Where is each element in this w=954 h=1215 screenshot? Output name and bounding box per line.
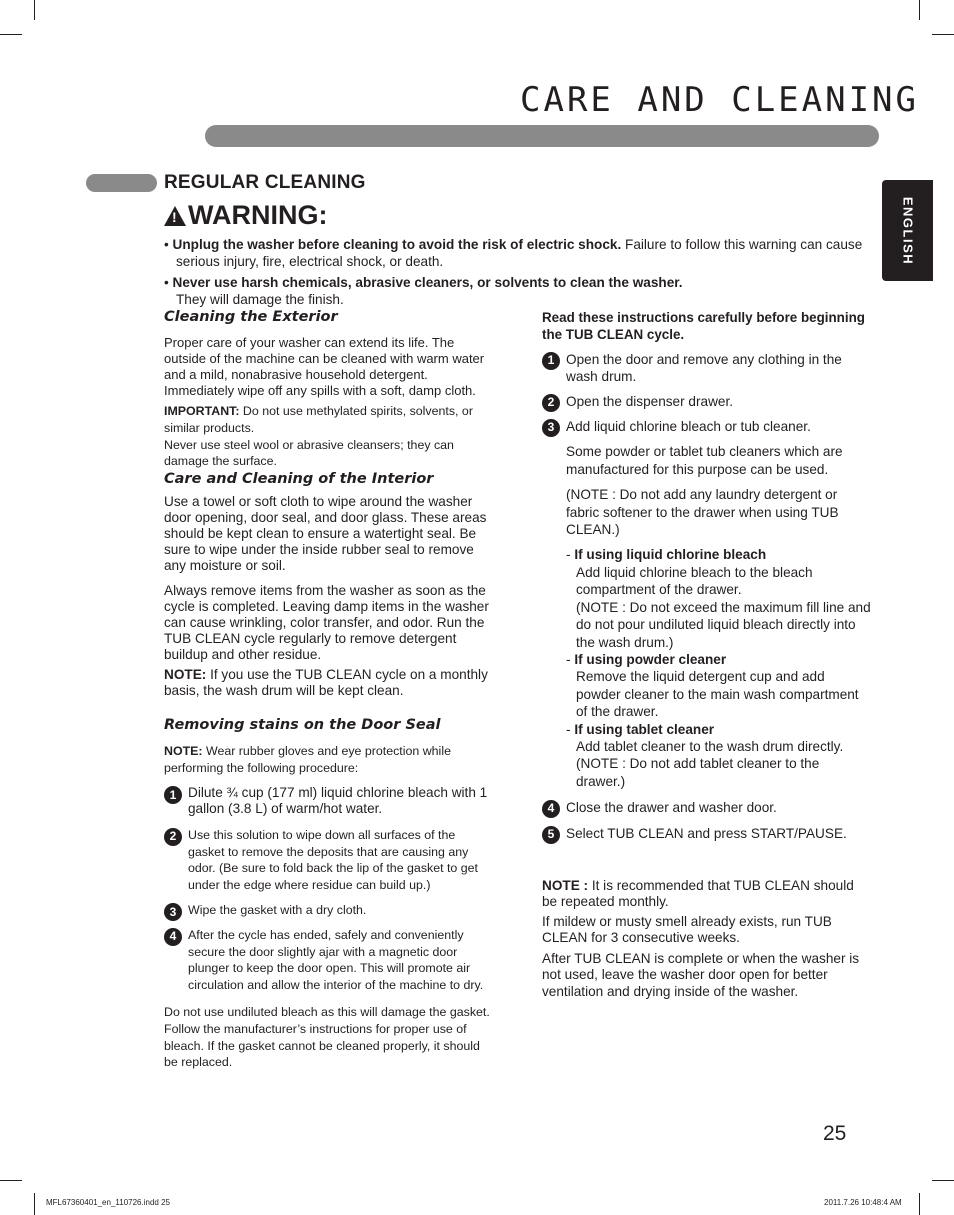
option-title: - If using liquid chlorine bleach <box>566 547 767 563</box>
interior-paragraph-1: Use a towel or soft cloth to wipe around the washer door opening, door seal, and door glass. These areas should be kept clean to ensure a watertight seal. Be sure to wipe under the inside rubber seal to remove any moisture or soil. <box>164 494 487 574</box>
option-body: Add liquid chlorine bleach to the bleach compartment of the drawer. <box>576 564 813 598</box>
crop-mark <box>919 0 920 20</box>
step-number-badge: 4 <box>164 928 182 946</box>
stain-step: 4 After the cycle has ended, safely and conveniently secure the door slightly ajar with a magnetic door plunger to keep the door open. This will promote air circulation and allow the interior of the machine to dry. <box>164 927 494 994</box>
option-body: Add tablet cleaner to the wash drum directly. <box>576 738 844 754</box>
left-column <box>164 307 494 1071</box>
stains-note: NOTE: Wear rubber gloves and eye protection while performing the following procedure: <box>164 744 451 775</box>
step-number-badge: 2 <box>164 828 182 846</box>
language-tab <box>882 180 933 281</box>
right-column <box>542 309 872 1000</box>
warning-item: • Never use harsh chemicals, abrasive cleaners, or solvents to clean the washer. They will damage the finish. <box>164 275 683 307</box>
crop-mark <box>919 1193 920 1215</box>
step-number-badge: 3 <box>542 419 560 437</box>
option-body: Remove the liquid detergent cup and add powder cleaner to the main wash compartment of the drawer. <box>576 669 859 720</box>
warning-heading <box>164 200 327 231</box>
exterior-heading: Cleaning the Exterior <box>164 309 338 325</box>
footer-timestamp: 2011.7.26 10:48:4 AM <box>824 1198 902 1207</box>
title-bar <box>205 125 879 147</box>
exterior-paragraph: Proper care of your washer can extend its life. The outside of the machine can be cleaned with warm water and a mild, nonabrasive household detergent. Immediately wipe off any spills with a soft, damp cloth. <box>164 335 485 398</box>
stain-step: 3 Wipe the gasket with a dry cloth. <box>164 902 494 919</box>
stain-step: 1 Dilute ¾ cup (177 ml) liquid chlorine bleach with 1 gallon (3.8 L) of warm/hot water. <box>164 785 494 817</box>
stain-step: 2 Use this solution to wipe down all surfaces of the gasket to remove the deposits that are causing any odor. (Be sure to fold back the lip of the gasket to get under the edge where residue can build up.) <box>164 827 494 894</box>
step-number-badge: 1 <box>164 786 182 804</box>
crop-mark <box>0 1180 22 1181</box>
tub-clean-step: 5 Select TUB CLEAN and press START/PAUSE. <box>542 825 872 842</box>
language-tab-label: ENGLISH <box>900 196 915 265</box>
crop-mark <box>932 1180 954 1181</box>
option-title: - If using powder cleaner <box>566 651 727 667</box>
section-pill <box>86 174 157 192</box>
section-title: REGULAR CLEANING <box>164 172 366 193</box>
important-note-2: Never use steel wool or abrasive cleansers; they can damage the surface. <box>164 437 454 469</box>
step-number-badge: 5 <box>542 826 560 844</box>
mildew-paragraph: If mildew or musty smell already exists, run TUB CLEAN for 3 consecutive weeks. <box>542 913 832 946</box>
tub-clean-step: 3 Add liquid chlorine bleach or tub cleaner. <box>542 418 872 435</box>
warning-item: • Unplug the washer before cleaning to avoid the risk of electric shock. Failure to follow this warning can cause serious injury, fire, electrical shock, or death. <box>164 237 863 269</box>
after-paragraph: After TUB CLEAN is complete or when the washer is not used, leave the washer door open for better ventilation and drying inside of the washer. <box>542 950 860 999</box>
step-number-badge: 2 <box>542 394 560 412</box>
tub-clean-step: 4 Close the drawer and washer door. <box>542 799 872 816</box>
tub-clean-step: 1 Open the door and remove any clothing in the wash drum. <box>542 351 872 386</box>
option-note: (NOTE : Do not add tablet cleaner to the drawer.) <box>576 756 820 789</box>
crop-mark <box>0 34 22 35</box>
interior-note: NOTE: If you use the TUB CLEAN cycle on a monthly basis, the wash drum will be kept clean. <box>164 667 488 699</box>
warning-icon <box>164 206 186 226</box>
step3-detail: Some powder or tablet tub cleaners which are manufactured for this purpose can be used. <box>566 444 843 477</box>
warning-list <box>164 236 864 312</box>
warning-label: WARNING: <box>188 200 328 230</box>
interior-paragraph-2: Always remove items from the washer as soon as the cycle is completed. Leaving damp items in the washer can cause wrinkling, color transfer, and odor. Run the TUB CLEAN cycle regularly to remove detergent buildup and other residue. <box>164 583 489 663</box>
step-number-badge: 1 <box>542 352 560 370</box>
interior-heading: Care and Cleaning of the Interior <box>164 471 434 488</box>
page-number: 25 <box>823 1122 847 1145</box>
important-note: IMPORTANT: Do not use methylated spirits, solvents, or similar products. <box>164 404 473 435</box>
stains-heading: Removing stains on the Door Seal <box>164 717 441 734</box>
step3-note: (NOTE : Do not add any laundry detergent or fabric softener to the drawer when using TUB CLEAN.) <box>566 487 839 538</box>
cleaner-options <box>542 546 872 790</box>
footer-file: MFL67360401_en_110726.indd 25 <box>46 1198 170 1207</box>
crop-mark <box>34 1193 35 1215</box>
closing-paragraph: Do not use undiluted bleach as this will damage the gasket. Follow the manufacturer’s instructions for proper use of bleach. If the gasket cannot be cleaned properly, it should be replaced. <box>164 1004 490 1070</box>
tub-clean-intro: Read these instructions carefully before beginning the TUB CLEAN cycle. <box>542 310 865 343</box>
step-number-badge: 3 <box>164 903 182 921</box>
crop-mark <box>932 34 954 35</box>
tub-clean-step: 2 Open the dispenser drawer. <box>542 393 872 410</box>
step-number-badge: 4 <box>542 800 560 818</box>
monthly-note: NOTE : It is recommended that TUB CLEAN should be repeated monthly. <box>542 877 854 909</box>
option-title: - If using tablet cleaner <box>566 721 715 737</box>
page-title: CARE AND CLEANING <box>520 80 919 120</box>
crop-mark <box>34 0 35 20</box>
option-note: (NOTE : Do not exceed the maximum fill line and do not pour undiluted liquid bleach directly into the wash drum.) <box>576 599 871 650</box>
